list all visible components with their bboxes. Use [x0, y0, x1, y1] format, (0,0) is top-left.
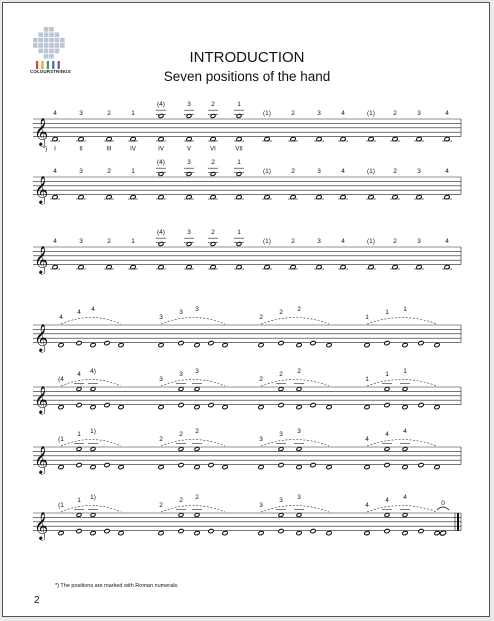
position-numeral: III [106, 146, 112, 153]
whole-note [222, 343, 228, 348]
whole-note [194, 387, 200, 392]
finger-number: 1 [385, 309, 389, 316]
finger-number: 1 [385, 371, 389, 378]
whole-note [76, 387, 82, 392]
whole-note [194, 447, 200, 452]
whole-note [222, 465, 228, 470]
finger-number: 4 [59, 314, 63, 321]
whole-note [418, 463, 424, 468]
finger-number: 3 [259, 436, 263, 443]
whole-note [76, 447, 82, 452]
whole-note [384, 529, 390, 534]
whole-note [104, 463, 110, 468]
whole-note [178, 529, 184, 534]
whole-note [90, 447, 96, 452]
finger-number: 1 [403, 368, 407, 375]
page-title: INTRODUCTION [189, 49, 305, 66]
finger-number: 3 [79, 238, 83, 245]
whole-note [402, 465, 408, 470]
treble-clef: 𝄞 [34, 446, 49, 474]
finger-number: 4 [365, 502, 369, 509]
finger-number: 4 [53, 238, 57, 245]
whole-note [402, 513, 408, 518]
treble-clef: 𝄞 [34, 118, 49, 146]
treble-clef: 𝄞 [34, 176, 49, 204]
whole-note [104, 529, 110, 534]
finger-number: 3 [259, 502, 263, 509]
dashed-slur [367, 318, 437, 325]
finger-number: 2 [159, 502, 163, 509]
position-numeral: VII [235, 146, 243, 153]
finger-number: 2 [195, 494, 199, 501]
whole-note [90, 513, 96, 518]
finger-number: 4 [77, 309, 81, 316]
whole-note [178, 513, 184, 518]
dashed-slur [61, 440, 121, 447]
whole-note [310, 463, 316, 468]
finger-number: 3 [79, 168, 83, 175]
whole-note [384, 447, 390, 452]
finger-number: 3 [195, 306, 199, 313]
whole-note [208, 463, 214, 468]
score-page [2, 2, 490, 617]
whole-note [158, 405, 164, 410]
footnote-marker: *) [42, 146, 48, 153]
whole-note [402, 343, 408, 348]
finger-number: 2 [259, 314, 263, 321]
whole-note [418, 341, 424, 346]
whole-note [178, 387, 184, 392]
finger-number: 4 [91, 306, 95, 313]
whole-note [76, 403, 82, 408]
finger-number: 1 [77, 431, 81, 438]
whole-note [104, 403, 110, 408]
footnote: *) The positions are marked with Roman numerals. [55, 583, 179, 589]
finger-number: 3 [159, 314, 163, 321]
finger-number: 4 [445, 238, 449, 245]
treble-clef: 𝄞 [34, 512, 49, 540]
position-numeral: IV [130, 146, 136, 153]
whole-note [118, 405, 124, 410]
whole-note [434, 405, 440, 410]
whole-note [439, 530, 446, 536]
finger-number: (4) [157, 159, 165, 166]
finger-number: 3 [179, 309, 183, 316]
finger-number: 2 [107, 238, 111, 245]
finger-number: 2 [195, 428, 199, 435]
finger-number: 2 [279, 309, 283, 316]
finger-number: 3 [417, 238, 421, 245]
finger-number: (1) [367, 238, 375, 245]
whole-note [104, 341, 110, 346]
finger-number: 3 [317, 238, 321, 245]
whole-note [278, 529, 284, 534]
whole-note [326, 465, 332, 470]
whole-note [402, 447, 408, 452]
finger-number: 1) [90, 494, 96, 501]
whole-note [76, 529, 82, 534]
finger-number: 1 [131, 110, 135, 117]
whole-note [76, 463, 82, 468]
whole-note [208, 341, 214, 346]
page-number: 2 [34, 595, 40, 606]
whole-note [418, 403, 424, 408]
whole-note [384, 513, 390, 518]
whole-note [310, 529, 316, 534]
finger-number: 1 [403, 306, 407, 313]
finger-number: 2 [211, 159, 215, 166]
dashed-slur [367, 380, 437, 387]
finger-number: 2 [393, 110, 397, 117]
finger-number: 3 [317, 110, 321, 117]
whole-note [90, 343, 96, 348]
whole-note [208, 403, 214, 408]
whole-note [58, 531, 64, 536]
finger-number: 4 [341, 238, 345, 245]
position-numeral: VI [210, 146, 216, 153]
whole-note [278, 341, 284, 346]
finger-number: 1 [365, 376, 369, 383]
whole-note [402, 405, 408, 410]
dashed-slur [61, 380, 121, 387]
finger-number: 3 [297, 494, 301, 501]
dashed-slur [61, 506, 121, 513]
finger-number: 4 [53, 110, 57, 117]
finger-number: (4 [58, 376, 64, 383]
whole-note [384, 387, 390, 392]
whole-note [194, 531, 200, 536]
whole-note [258, 405, 264, 410]
whole-note [222, 531, 228, 536]
finger-number: 2 [259, 376, 263, 383]
finger-number: 3 [159, 376, 163, 383]
whole-note [296, 447, 302, 452]
whole-note [58, 465, 64, 470]
finger-number: 3 [279, 431, 283, 438]
treble-clef: 𝄞 [34, 386, 49, 414]
finger-number: 4 [77, 371, 81, 378]
finger-number: 2 [107, 168, 111, 175]
dashed-slur [367, 440, 437, 447]
whole-note [258, 531, 264, 536]
open-string-mark: 0 [441, 500, 445, 507]
whole-note [178, 463, 184, 468]
finger-number: 3 [187, 101, 191, 108]
whole-note [326, 531, 332, 536]
finger-number: (4) [157, 229, 165, 236]
whole-note [310, 403, 316, 408]
whole-note [326, 405, 332, 410]
finger-number: 4 [341, 110, 345, 117]
whole-note [434, 531, 440, 536]
logo-text: COLOURSTRINGS [30, 69, 71, 74]
finger-number: 2 [291, 168, 295, 175]
whole-note [384, 403, 390, 408]
whole-note [278, 463, 284, 468]
finger-number: (1 [58, 436, 64, 443]
finger-number: 1 [77, 497, 81, 504]
finger-number: 1 [131, 238, 135, 245]
finger-number: 1 [365, 314, 369, 321]
finger-number: (1) [367, 110, 375, 117]
dashed-slur [61, 318, 121, 325]
finger-number: 2 [159, 436, 163, 443]
finger-number: 4 [385, 431, 389, 438]
finger-number: 2 [393, 168, 397, 175]
finger-number: 2 [279, 371, 283, 378]
whole-note [90, 405, 96, 410]
music-notation [3, 3, 491, 618]
whole-note [194, 465, 200, 470]
treble-clef: 𝄞 [34, 246, 49, 274]
whole-note [402, 531, 408, 536]
whole-note [208, 529, 214, 534]
whole-note [158, 465, 164, 470]
whole-note [158, 343, 164, 348]
finger-number: 4 [403, 494, 407, 501]
whole-note [58, 343, 64, 348]
whole-note [194, 343, 200, 348]
dashed-slur [367, 506, 437, 513]
treble-clef: 𝄞 [34, 324, 49, 352]
dashed-slur [161, 506, 225, 513]
finger-number: (1) [263, 110, 271, 117]
finger-number: 2 [297, 306, 301, 313]
whole-note [364, 465, 370, 470]
whole-note [364, 343, 370, 348]
whole-note [402, 387, 408, 392]
finger-number: 3 [187, 159, 191, 166]
whole-note [90, 387, 96, 392]
whole-note [278, 403, 284, 408]
finger-number: (4) [157, 101, 165, 108]
whole-note [158, 531, 164, 536]
finger-number: 2 [211, 229, 215, 236]
whole-note [364, 405, 370, 410]
whole-note [278, 447, 284, 452]
dashed-slur [161, 440, 225, 447]
page-subtitle: Seven positions of the hand [163, 69, 331, 84]
whole-note [118, 465, 124, 470]
whole-note [222, 405, 228, 410]
whole-note [326, 343, 332, 348]
position-numeral: I [54, 146, 56, 153]
whole-note [364, 531, 370, 536]
whole-note [178, 403, 184, 408]
whole-note [434, 343, 440, 348]
finger-number: 3 [195, 368, 199, 375]
finger-number: (1) [263, 238, 271, 245]
finger-number: 3 [179, 371, 183, 378]
dashed-slur [161, 380, 225, 387]
finger-number: (1 [58, 502, 64, 509]
whole-note [296, 465, 302, 470]
finger-number: 1 [237, 101, 241, 108]
finger-number: (1) [367, 168, 375, 175]
finger-number: 1 [131, 168, 135, 175]
finger-number: 4 [445, 168, 449, 175]
finger-number: 2 [291, 110, 295, 117]
whole-note [90, 465, 96, 470]
finger-number: 4 [403, 428, 407, 435]
whole-note [434, 465, 440, 470]
whole-note [90, 531, 96, 536]
finger-number: 2 [291, 238, 295, 245]
finger-number: 2 [393, 238, 397, 245]
whole-note [296, 513, 302, 518]
finger-number: 3 [417, 168, 421, 175]
whole-note [384, 463, 390, 468]
whole-note [296, 387, 302, 392]
whole-note [258, 343, 264, 348]
finger-number: 4 [365, 436, 369, 443]
finger-number: 3 [417, 110, 421, 117]
finger-number: 2 [211, 101, 215, 108]
whole-note [76, 341, 82, 346]
finger-number: 3 [79, 110, 83, 117]
dashed-slur [261, 440, 329, 447]
fermata [437, 507, 449, 510]
dashed-slur [261, 506, 329, 513]
whole-note [194, 513, 200, 518]
finger-number: 3 [187, 229, 191, 236]
whole-note [258, 465, 264, 470]
whole-note [76, 513, 82, 518]
finger-number: 1 [237, 229, 241, 236]
whole-note [58, 405, 64, 410]
finger-number: 2 [179, 497, 183, 504]
finger-number: 1 [237, 159, 241, 166]
whole-note [178, 341, 184, 346]
finger-number: 4 [53, 168, 57, 175]
finger-number: 2 [107, 110, 111, 117]
finger-number: (1) [263, 168, 271, 175]
whole-note [418, 529, 424, 534]
finger-number: 2 [179, 431, 183, 438]
dashed-slur [261, 318, 329, 325]
finger-number: 4 [385, 497, 389, 504]
whole-note [278, 513, 284, 518]
finger-number: 3 [279, 497, 283, 504]
finger-number: 4) [90, 368, 96, 375]
position-numeral: II [79, 146, 83, 153]
whole-note [178, 447, 184, 452]
whole-note [296, 343, 302, 348]
finger-number: 3 [297, 428, 301, 435]
finger-number: 2 [297, 368, 301, 375]
whole-note [310, 341, 316, 346]
finger-number: 1) [90, 428, 96, 435]
whole-note [118, 531, 124, 536]
dashed-slur [161, 318, 225, 325]
whole-note [296, 531, 302, 536]
dashed-slur [261, 380, 329, 387]
whole-note [194, 405, 200, 410]
finger-number: 4 [445, 110, 449, 117]
whole-note [118, 343, 124, 348]
finger-number: 3 [317, 168, 321, 175]
finger-number: 4 [341, 168, 345, 175]
position-numeral: V [186, 146, 192, 153]
whole-note [296, 405, 302, 410]
whole-note [278, 387, 284, 392]
position-numeral: IV [158, 146, 164, 153]
whole-note [384, 341, 390, 346]
